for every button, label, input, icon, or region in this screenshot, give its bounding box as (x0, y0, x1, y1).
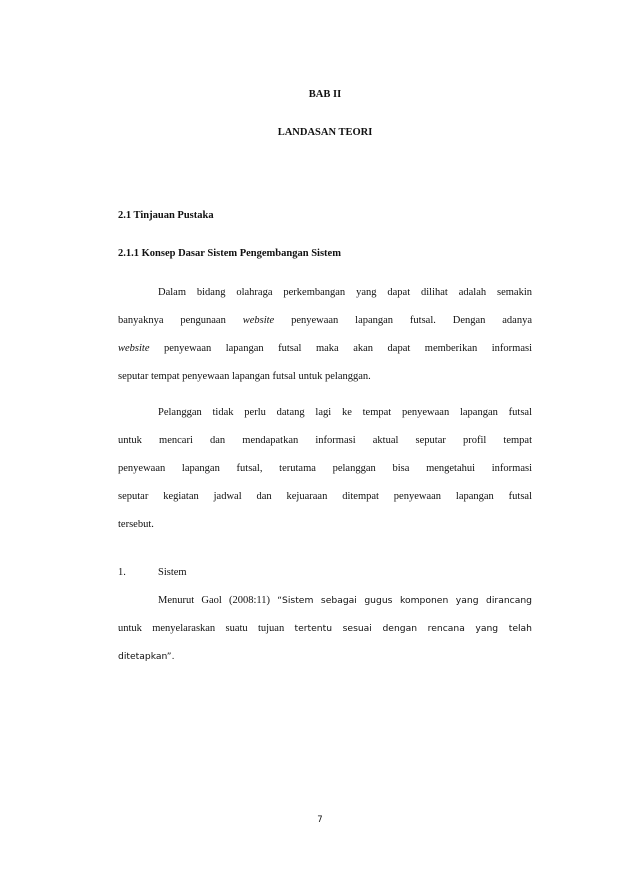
quotation-start: “Sistem sebagai gugus komponen yang dirancang (277, 595, 532, 606)
paragraph-1-line-2 (118, 314, 532, 328)
paragraph-3-line-2 (118, 622, 532, 636)
paragraph-2-line-5: tersebut. (118, 519, 154, 530)
paragraph-2-line-2: untuk mencari dan mendapatkan informasi aktual seputar profil tempat (118, 435, 532, 446)
paragraph-2-line-4: seputar kegiatan jadwal dan kejuaraan ditempat penyewaan lapangan futsal (118, 491, 532, 502)
paragraph-1-line-1: Dalam bidang olahraga perkembangan yang dapat dilihat adalah semakin (158, 287, 532, 298)
quotation-middle: tertentu sesuai dengan rencana yang telah (294, 623, 532, 634)
paragraph-3-line-1 (158, 594, 532, 608)
paragraph-1-line-2-start: banyaknya pengunaan (118, 315, 243, 326)
section-heading: 2.1 Tinjauan Pustaka (118, 210, 214, 221)
paragraph-2-line-3: penyewaan lapangan futsal, terutama pelanggan bisa mengetahui informasi (118, 463, 532, 474)
website-term: website (118, 343, 150, 354)
list-number: 1. (118, 567, 126, 578)
paragraph-3-line-1-start: Menurut Gaol (2008:11) (158, 595, 278, 606)
subsection-heading: 2.1.1 Konsep Dasar Sistem Pengembangan Sistem (118, 248, 341, 259)
paragraph-2-line-1: Pelanggan tidak perlu datang lagi ke tempat penyewaan lapangan futsal (158, 407, 532, 418)
page-number: 7 (317, 815, 323, 825)
chapter-title: LANDASAN TEORI (277, 127, 373, 138)
list-label: Sistem (158, 567, 187, 578)
paragraph-3-line-3 (118, 650, 532, 664)
paragraph-3-line-2-start: untuk menyelaraskan suatu tujuan (118, 623, 295, 634)
chapter-number: BAB II (308, 89, 342, 100)
quotation-end: ditetapkan”. (118, 651, 175, 662)
paragraph-1-line-3-end: penyewaan lapangan futsal maka akan dapat memberikan informasi (149, 343, 532, 354)
paragraph-1-line-2-end: penyewaan lapangan futsal. Dengan adanya (274, 315, 532, 326)
paragraph-1-line-3 (118, 342, 532, 356)
paragraph-1-line-4: seputar tempat penyewaan lapangan futsal untuk pelanggan. (118, 371, 371, 382)
website-term: website (242, 315, 275, 326)
